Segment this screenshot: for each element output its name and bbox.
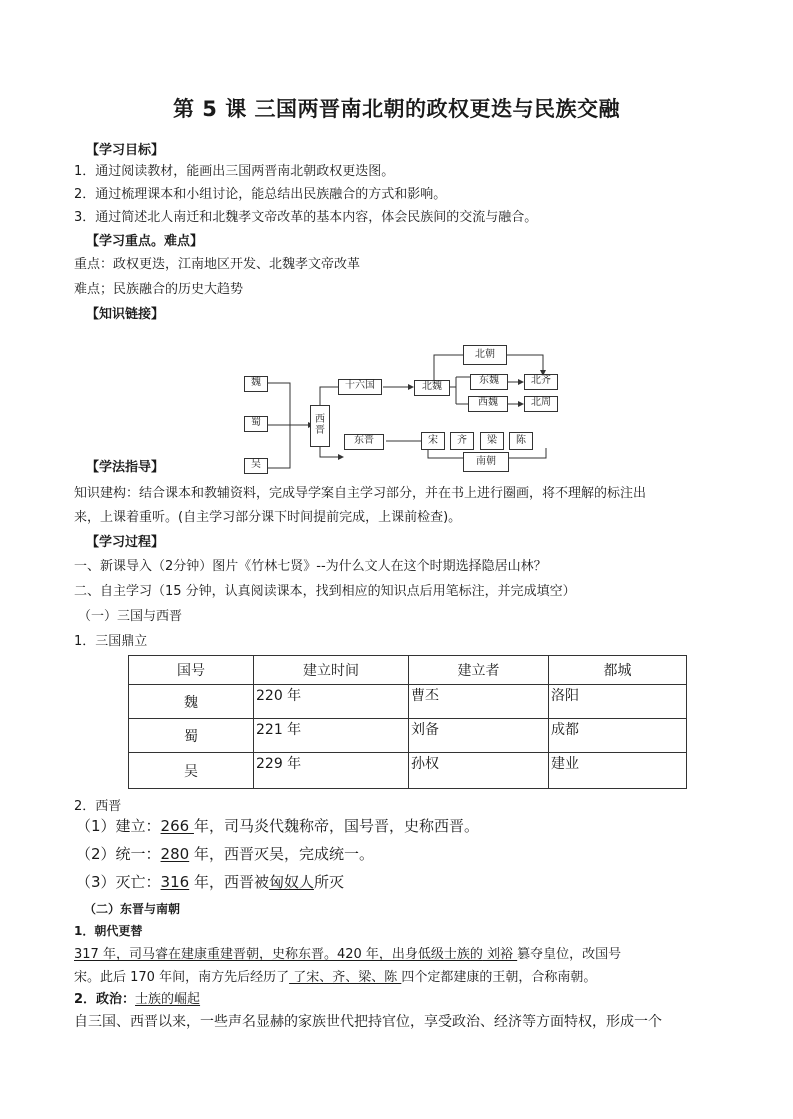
- part-1-heading: （一）三国与西晋: [78, 609, 183, 624]
- text: 四个定都建康的王朝，合称南朝。: [401, 970, 597, 985]
- goal-item-3: 3．通过简述北人南迁和北魏孝文帝改革的基本内容，体会民族间的交流与融合。: [74, 210, 538, 225]
- box-chen: 陈: [509, 432, 533, 450]
- xijin-unify: [76, 843, 374, 864]
- box-qi: 齐: [450, 432, 474, 450]
- box-beichao: 北朝: [463, 345, 507, 365]
- goals-heading: 【学习目标】: [86, 143, 165, 158]
- box-xiwei: 西魏: [468, 396, 508, 412]
- difficult-point: 难点；民族融合的历史大趋势: [74, 282, 244, 297]
- method-heading: 【学法指导】: [86, 460, 165, 475]
- process-heading: 【学习过程】: [86, 535, 165, 550]
- part-2-heading: （二）东晋与南朝: [84, 902, 181, 916]
- label: （3）灭亡：: [76, 873, 161, 891]
- three-kingdoms-table: [128, 655, 687, 789]
- table-cell: 吴: [129, 753, 254, 789]
- goal-item-1: 1．通过阅读教材，能画出三国两晋南北朝政权更迭图。: [74, 164, 395, 179]
- focus-heading: 【学习重点。难点】: [86, 234, 204, 249]
- blank-liuyu: 刘裕: [482, 947, 518, 962]
- page-title: 第 5 课 三国两晋南北朝的政权更迭与民族交融: [172, 97, 621, 121]
- unify-year: 280: [160, 845, 190, 863]
- dongjin-line-2: [74, 966, 596, 985]
- label: （1）建立：: [76, 817, 161, 835]
- table-cell: 221 年: [254, 719, 409, 753]
- item-three-kingdoms: 1．三国鼎立: [74, 634, 148, 649]
- dynasty-diagram: [238, 340, 568, 475]
- link-heading: 【知识链接】: [86, 307, 165, 322]
- table-row: [129, 719, 687, 753]
- table-row: [129, 685, 687, 719]
- text: 317 年，司马睿在建康重建晋朝，史称东晋。420 年，出身低级士族的: [74, 947, 483, 962]
- founded-year: 266: [160, 817, 194, 835]
- box-beizhou: 北周: [524, 396, 558, 412]
- text: 年，西晋灭吴，完成统一。: [189, 845, 374, 863]
- method-line-1: 知识建构：结合课本和教辅资料，完成导学案自主学习部分，并在书上进行圈画，将不理解的标注出: [74, 486, 647, 501]
- table-cell: 220 年: [254, 685, 409, 719]
- process-self-study: 二、自主学习（15 分钟，认真阅读课本，找到相应的知识点后用笔标注，并完成填空）: [74, 584, 576, 599]
- table-cell: 孙权: [409, 753, 549, 789]
- label: 2．政治：: [74, 992, 136, 1007]
- box-beiwei: 北魏: [414, 380, 450, 396]
- table-cell: 229 年: [254, 753, 409, 789]
- table-cell: 刘备: [409, 719, 549, 753]
- text: 年，司马炎代魏称帝，国号晋，史称西晋。: [193, 817, 479, 835]
- xijin-heading: 2．西晋: [74, 799, 122, 814]
- text: 年，西晋被: [189, 873, 269, 891]
- header-cell: 都城: [549, 656, 687, 685]
- politics-text: 自三国、西晋以来，一些声名显赫的家族世代把持官位，享受政治、经济等方面特权，形成一个: [74, 1014, 662, 1030]
- table-cell: 蜀: [129, 719, 254, 753]
- xijin-fall: [76, 871, 344, 892]
- text: 篡夺皇位，改国号: [517, 947, 622, 962]
- dynasty-change-heading: 1．朝代更替: [74, 924, 143, 938]
- box-shiliuguo: 十六国: [338, 379, 382, 395]
- diagram-connectors: [238, 340, 568, 475]
- table-row: [129, 753, 687, 789]
- key-point: 重点：政权更迭，江南地区开发、北魏孝文帝改革: [74, 257, 361, 272]
- label: （2）统一：: [76, 845, 161, 863]
- box-dongjin: 东晋: [344, 434, 384, 450]
- xijin-founded: [76, 815, 479, 836]
- blank-dynasties: 了宋、齐、梁、陈: [289, 970, 402, 985]
- box-wei: 魏: [244, 376, 268, 392]
- box-shu: 蜀: [244, 416, 268, 432]
- box-song: 宋: [421, 432, 445, 450]
- header-cell: 建立者: [409, 656, 549, 685]
- box-beiqi: 北齐: [524, 374, 558, 390]
- table-header-row: [129, 656, 687, 685]
- table-cell: 建业: [549, 753, 687, 789]
- politics-heading: [74, 988, 200, 1007]
- header-cell: 建立时间: [254, 656, 409, 685]
- conqueror: 匈奴人: [268, 873, 314, 891]
- text: 士族的崛起: [135, 992, 201, 1007]
- dongjin-line-1: [74, 943, 621, 962]
- table-cell: 洛阳: [549, 685, 687, 719]
- text: 所灭: [313, 873, 344, 891]
- box-dongwei: 东魏: [470, 374, 508, 390]
- fall-year: 316: [160, 873, 190, 891]
- goal-item-2: 2．通过梳理课本和小组讨论，能总结出民族融合的方式和影响。: [74, 187, 447, 202]
- process-intro: 一、新课导入（2分钟）图片《竹林七贤》--为什么文人在这个时期选择隐居山林？: [74, 559, 547, 574]
- table-cell: 魏: [129, 685, 254, 719]
- box-nanchao: 南朝: [463, 452, 509, 472]
- table-cell: 成都: [549, 719, 687, 753]
- header-cell: 国号: [129, 656, 254, 685]
- box-liang: 梁: [480, 432, 504, 450]
- box-xijin: 西晋: [310, 405, 330, 447]
- table-cell: 曹丕: [409, 685, 549, 719]
- text: 宋。此后 170 年间，南方先后经历了: [74, 970, 290, 985]
- method-line-2: 来，上课着重听。(自主学习部分课下时间提前完成，上课前检查)。: [74, 510, 462, 525]
- box-wu: 吴: [244, 458, 268, 474]
